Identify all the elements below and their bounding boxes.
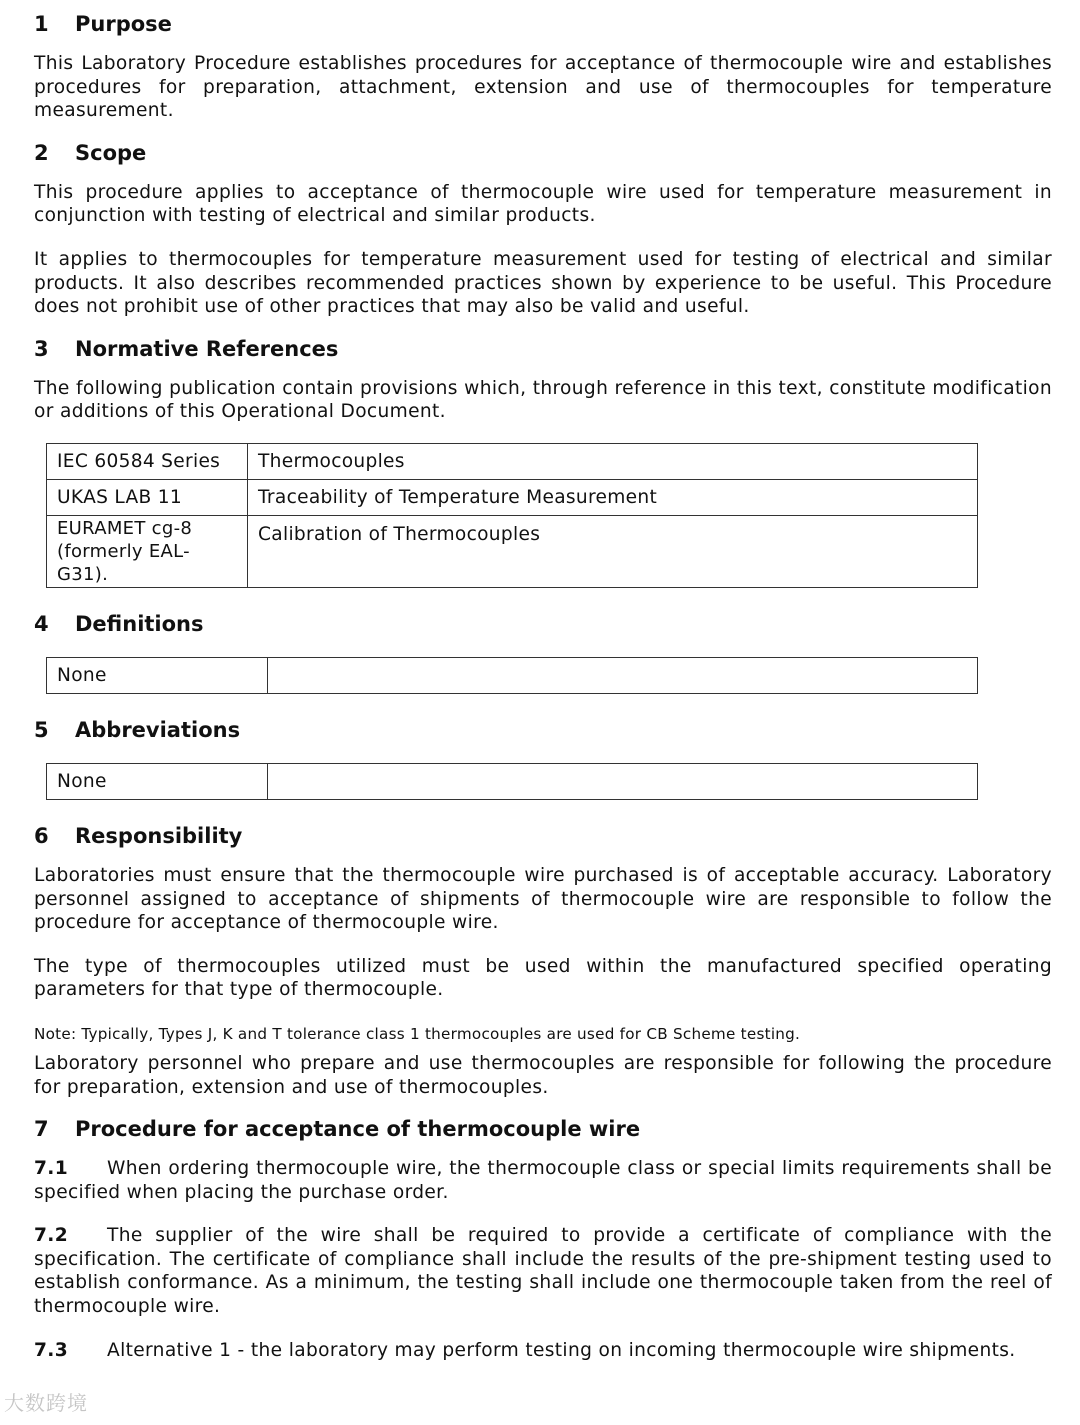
responsibility-paragraph-2: The type of thermocouples utilized must be used within the manufactured specified operating parameters for that type of thermocouple. [34, 955, 1052, 1001]
table-row [47, 515, 978, 587]
responsibility-note: Note: Typically, Types J, K and T tolerance class 1 thermocouples are used for CB Scheme testing. [34, 1024, 801, 1043]
references-table [46, 443, 978, 588]
section-heading-scope [34, 137, 1052, 169]
item-text: Alternative 1 - the laboratory may perform testing on incoming thermocouple wire shipments. [107, 1339, 1016, 1361]
section-number: 4 [34, 611, 49, 636]
section-title: Purpose [75, 12, 172, 36]
references-paragraph: The following publication contain provisions which, through reference in this text, constitute modification or additions of this Operational Document. [34, 377, 1052, 423]
section-heading-normative-references [34, 333, 1052, 365]
section-heading-purpose [34, 8, 1052, 40]
scope-paragraph-1: This procedure applies to acceptance of thermocouple wire used for temperature measurement in conjunction with testing of electrical and similar products. [34, 181, 1052, 227]
table-row [47, 763, 978, 799]
empty-cell [268, 657, 978, 693]
section-heading-abbreviations [34, 714, 1052, 746]
reference-code: IEC 60584 Series [47, 443, 248, 479]
reference-title: Calibration of Thermocouples [248, 515, 978, 587]
item-number: 7.2 [34, 1225, 68, 1247]
responsibility-paragraph-3: Laboratory personnel who prepare and use thermocouples are responsible for following the procedure for preparation, extension and use of thermocouples. [34, 1052, 1052, 1098]
reference-title: Traceability of Temperature Measurement [248, 479, 978, 515]
section-number: 1 [34, 12, 49, 36]
responsibility-paragraph-1: Laboratories must ensure that the thermocouple wire purchased is of acceptable accuracy. Laboratory personnel assigned to acceptance of shipments of thermocouple wire are responsible to follow the procedure for acceptance of thermocouple wire. [34, 864, 1052, 934]
abbreviations-value: None [47, 763, 268, 799]
procedure-item [34, 1224, 1052, 1318]
definitions-value: None [47, 657, 268, 693]
section-title: Definitions [75, 611, 204, 636]
section-title: Scope [75, 140, 147, 165]
section-number: 3 [34, 336, 49, 361]
section-heading-definitions [34, 608, 1052, 640]
abbreviations-table [46, 763, 978, 800]
document-page [34, 8, 1052, 1362]
reference-code: UKAS LAB 11 [47, 479, 248, 515]
section-heading-procedure [34, 1113, 1052, 1145]
section-number: 6 [34, 823, 49, 848]
table-row [47, 443, 978, 479]
watermark: 大数跨境 [4, 1391, 88, 1415]
item-number: 7.1 [34, 1158, 68, 1180]
item-text: The supplier of the wire shall be required to provide a certificate of compliance with the specification. The certificate of compliance shall include the results of the pre-shipment testing used to establish conformance. As a minimum, the testing shall include one thermocouple taken from the reel of thermocouple wire. [34, 1225, 1052, 1318]
table-row [47, 657, 978, 693]
table-row [47, 479, 978, 515]
section-number: 7 [34, 1117, 49, 1142]
section-title: Abbreviations [75, 717, 241, 742]
item-number: 7.3 [34, 1339, 68, 1361]
section-title: Responsibility [75, 823, 243, 848]
definitions-table [46, 657, 978, 694]
reference-code: EURAMET cg-8 (formerly EAL-G31). [47, 515, 248, 587]
procedure-item [34, 1157, 1052, 1204]
purpose-paragraph: This Laboratory Procedure establishes procedures for acceptance of thermocouple wire and establishes procedures for preparation, attachment, extension and use of thermocouples for temperature measurement. [34, 53, 1052, 122]
reference-title: Thermocouples [248, 443, 978, 479]
section-heading-responsibility [34, 820, 1052, 852]
procedure-item [34, 1339, 1052, 1363]
section-title: Procedure for acceptance of thermocouple wire [75, 1117, 641, 1142]
empty-cell [268, 763, 978, 799]
section-number: 5 [34, 717, 49, 742]
item-text: When ordering thermocouple wire, the thermocouple class or special limits requirements shall be specified when placing the purchase order. [34, 1158, 1052, 1203]
section-number: 2 [34, 140, 49, 165]
section-title: Normative References [75, 336, 339, 361]
scope-paragraph-2: It applies to thermocouples for temperature measurement used for testing of electrical and similar products. It also describes recommended practices shown by experience to be useful. This Procedure does not prohibit use of other practices that may also be valid and useful. [34, 248, 1052, 318]
